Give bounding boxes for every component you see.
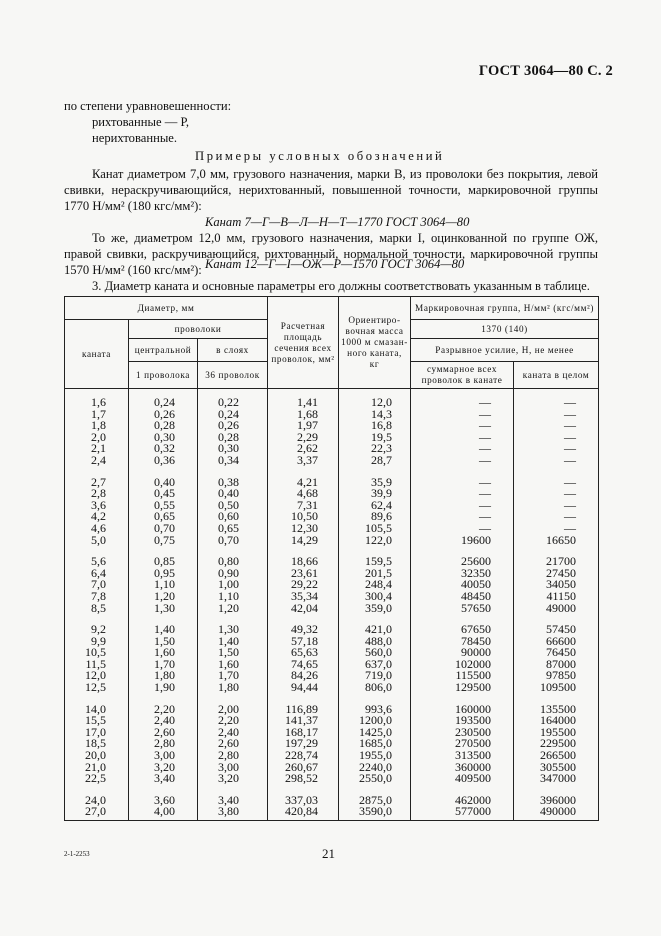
table-cell: 0,40	[198, 488, 268, 500]
table-cell: 22,3	[339, 443, 411, 455]
table-cell: 135500	[514, 694, 599, 716]
table-cell: —	[411, 488, 514, 500]
table-cell: 9,9	[65, 636, 129, 648]
table-cell: 806,0	[339, 682, 411, 694]
table-row	[65, 682, 599, 694]
table-row	[65, 659, 599, 671]
page-header: ГОСТ 3064—80 С. 2	[478, 63, 613, 79]
table-cell: —	[411, 523, 514, 535]
table-cell: 164000	[514, 715, 599, 727]
table-cell: 1,60	[129, 647, 198, 659]
table-cell: 102000	[411, 659, 514, 671]
table-cell: 337,03	[268, 785, 339, 807]
table-cell: —	[514, 467, 599, 489]
table-cell: 2550,0	[339, 773, 411, 785]
example-designation: Канат 7—Г—В—Л—Н—Т—1770 ГОСТ 3064—80	[205, 215, 470, 229]
table-cell: 57650	[411, 603, 514, 615]
table-cell: 2,62	[268, 443, 339, 455]
table-cell: 94,44	[268, 682, 339, 694]
table-cell: 48450	[411, 591, 514, 603]
table-cell: 3,37	[268, 455, 339, 467]
table-cell: 3,00	[198, 762, 268, 774]
table-cell: 0,24	[129, 389, 198, 409]
table-cell: 89,6	[339, 511, 411, 523]
table-cell: 66600	[514, 636, 599, 648]
table-cell: 2,1	[65, 443, 129, 455]
table-cell: 2,29	[268, 432, 339, 444]
table-cell: 12,30	[268, 523, 339, 535]
table-row	[65, 647, 599, 659]
table-cell: 122,0	[339, 535, 411, 547]
table-row	[65, 455, 599, 467]
header-area: Расчетная площадь сечения всех проволок, мм²	[268, 297, 339, 389]
table-cell: 0,80	[198, 546, 268, 568]
table-cell: 0,60	[198, 511, 268, 523]
table-cell: 1,80	[198, 682, 268, 694]
table-cell: 2,80	[198, 750, 268, 762]
table-row	[65, 614, 599, 636]
table-cell: 0,55	[129, 500, 198, 512]
table-cell: 266500	[514, 750, 599, 762]
example-line: свивки, нераскручивающийся, нерихтованный, повышенной точности, маркировочной группы	[64, 183, 598, 197]
example-line: 1770 Н/мм² (180 кгс/мм²):	[64, 199, 202, 213]
table-cell: 49,32	[268, 614, 339, 636]
table-cell: —	[514, 420, 599, 432]
intro-line: по степени уравновешенности:	[64, 99, 232, 113]
table-cell: 2,20	[129, 694, 198, 716]
table-cell: 57,18	[268, 636, 339, 648]
table-cell: 1,6	[65, 389, 129, 409]
example-line: Канат диаметром 7,0 мм, грузового назначения, марки В, из проволоки без покрытия, левой	[92, 167, 598, 181]
table-cell: 230500	[411, 727, 514, 739]
table-cell: 228,74	[268, 750, 339, 762]
table-cell: 35,34	[268, 591, 339, 603]
table-cell: —	[514, 443, 599, 455]
table-row	[65, 750, 599, 762]
table-cell: 462000	[411, 785, 514, 807]
table-cell: 1,60	[198, 659, 268, 671]
header-1370: 1370 (140)	[411, 320, 599, 339]
table-cell: 6,4	[65, 568, 129, 580]
table-cell: 1955,0	[339, 750, 411, 762]
header-diameter: Диаметр, мм	[65, 297, 268, 320]
table-cell: —	[514, 488, 599, 500]
table-row	[65, 603, 599, 615]
table-cell: 67650	[411, 614, 514, 636]
table-cell: 993,6	[339, 694, 411, 716]
table-cell: —	[514, 432, 599, 444]
table-cell: 3,40	[129, 773, 198, 785]
table-row	[65, 591, 599, 603]
table-cell: 0,65	[129, 511, 198, 523]
table-cell: —	[411, 467, 514, 489]
table-cell: 3,6	[65, 500, 129, 512]
table-cell: 7,8	[65, 591, 129, 603]
table-cell: 129500	[411, 682, 514, 694]
table-cell: 0,45	[129, 488, 198, 500]
table-row	[65, 546, 599, 568]
table-cell: 14,29	[268, 535, 339, 547]
table-cell: 168,17	[268, 727, 339, 739]
table-cell: 115500	[411, 670, 514, 682]
table-cell: 0,65	[198, 523, 268, 535]
examples-title: Примеры условных обозначений	[195, 149, 445, 163]
table-cell: 1,90	[129, 682, 198, 694]
table-cell: 193500	[411, 715, 514, 727]
table-cell: 116,89	[268, 694, 339, 716]
table-cell: 1,97	[268, 420, 339, 432]
table-cell: 0,50	[198, 500, 268, 512]
table-row	[65, 727, 599, 739]
table-row	[65, 694, 599, 716]
table-cell: 1425,0	[339, 727, 411, 739]
table-cell: 19,5	[339, 432, 411, 444]
table-cell: 4,2	[65, 511, 129, 523]
table-cell: 40050	[411, 579, 514, 591]
table-cell: 2,20	[198, 715, 268, 727]
table-cell: 1,70	[198, 670, 268, 682]
table-row	[65, 773, 599, 785]
header-sum: суммарное всех проволок в канате	[411, 362, 514, 389]
intro-line: нерихтованные.	[92, 131, 178, 145]
table-cell: 2,7	[65, 467, 129, 489]
header-force: Разрывное усилие, Н, не менее	[411, 339, 599, 362]
table-cell: 87000	[514, 659, 599, 671]
table-cell: 49000	[514, 603, 599, 615]
table-cell: 12,0	[65, 670, 129, 682]
table-cell: 3,20	[129, 762, 198, 774]
table-cell: 0,95	[129, 568, 198, 580]
table-cell: 62,4	[339, 500, 411, 512]
table-cell: 1,80	[129, 670, 198, 682]
table-cell: —	[514, 389, 599, 409]
table-cell: 141,37	[268, 715, 339, 727]
table-cell: 2,40	[129, 715, 198, 727]
table-cell: 12,0	[339, 389, 411, 409]
table-cell: 34050	[514, 579, 599, 591]
table-cell: 1,41	[268, 389, 339, 409]
table-cell: 577000	[411, 806, 514, 820]
table-cell: 14,3	[339, 409, 411, 421]
table-cell: 197,29	[268, 738, 339, 750]
table-cell: 3,80	[198, 806, 268, 820]
table-row	[65, 636, 599, 648]
table-cell: 7,0	[65, 579, 129, 591]
table-cell: 27,0	[65, 806, 129, 820]
table-cell: 90000	[411, 647, 514, 659]
table-cell: 10,50	[268, 511, 339, 523]
table-cell: 360000	[411, 762, 514, 774]
table-cell: 2,00	[198, 694, 268, 716]
table-cell: 22,5	[65, 773, 129, 785]
table-cell: 560,0	[339, 647, 411, 659]
table-cell: 260,67	[268, 762, 339, 774]
table-cell: 84,26	[268, 670, 339, 682]
table-row	[65, 443, 599, 455]
table-cell: —	[411, 511, 514, 523]
table-cell: 3590,0	[339, 806, 411, 820]
table-row	[65, 432, 599, 444]
table-cell: 2875,0	[339, 785, 411, 807]
table-cell: 1,10	[198, 591, 268, 603]
intro-line: рихтованные — Р,	[92, 115, 190, 129]
table-cell: 14,0	[65, 694, 129, 716]
table-cell: 248,4	[339, 579, 411, 591]
table-cell: 29,22	[268, 579, 339, 591]
table-cell: 2,8	[65, 488, 129, 500]
table-cell: 0,85	[129, 546, 198, 568]
header-central: центральной	[129, 339, 198, 362]
table-cell: 18,5	[65, 738, 129, 750]
table-cell: —	[514, 511, 599, 523]
parameters-table	[64, 296, 598, 821]
table-cell: 78450	[411, 636, 514, 648]
table-row	[65, 420, 599, 432]
table-cell: 0,70	[198, 535, 268, 547]
table-cell: 1,70	[129, 659, 198, 671]
table-cell: 1,40	[198, 636, 268, 648]
table-cell: 488,0	[339, 636, 411, 648]
table-cell: 1,30	[129, 603, 198, 615]
table-row	[65, 511, 599, 523]
table-cell: 7,31	[268, 500, 339, 512]
table-cell: —	[514, 500, 599, 512]
table-cell: 23,61	[268, 568, 339, 580]
table-cell: 16,8	[339, 420, 411, 432]
table-cell: 0,24	[198, 409, 268, 421]
table-row	[65, 762, 599, 774]
table-cell: 74,65	[268, 659, 339, 671]
table-cell: 229500	[514, 738, 599, 750]
table-cell: 42,04	[268, 603, 339, 615]
table-row	[65, 715, 599, 727]
table-cell: 0,28	[129, 420, 198, 432]
table-cell: 1,20	[198, 603, 268, 615]
paragraph-3: 3. Диаметр каната и основные параметры его должны соответствовать указанным в таблице.	[92, 279, 590, 293]
table-cell: 1,68	[268, 409, 339, 421]
print-code: 2-1-2253	[64, 850, 90, 858]
table-cell: 1,50	[129, 636, 198, 648]
table-cell: 0,38	[198, 467, 268, 489]
table-cell: 27450	[514, 568, 599, 580]
header-1prov: 1 проволока	[129, 362, 198, 389]
table-cell: 11,5	[65, 659, 129, 671]
table-cell: 270500	[411, 738, 514, 750]
table-cell: —	[411, 389, 514, 409]
table-row	[65, 409, 599, 421]
table-cell: 57450	[514, 614, 599, 636]
table-cell: 719,0	[339, 670, 411, 682]
table-row	[65, 500, 599, 512]
table-cell: —	[514, 455, 599, 467]
table-row	[65, 488, 599, 500]
table-cell: —	[411, 409, 514, 421]
table-cell: —	[411, 500, 514, 512]
table-cell: 8,5	[65, 603, 129, 615]
table-cell: 1,50	[198, 647, 268, 659]
table-cell: 4,68	[268, 488, 339, 500]
table-cell: 0,32	[129, 443, 198, 455]
table-row	[65, 389, 599, 409]
table-cell: 0,70	[129, 523, 198, 535]
table-row	[65, 535, 599, 547]
table-cell: 15,5	[65, 715, 129, 727]
table-cell: 3,60	[129, 785, 198, 807]
table-cell: 2,80	[129, 738, 198, 750]
table-cell: 1,30	[198, 614, 268, 636]
header-sloyah: в слоях	[198, 339, 268, 362]
table-cell: 305500	[514, 762, 599, 774]
table-cell: 160000	[411, 694, 514, 716]
table-row	[65, 670, 599, 682]
table-cell: 0,26	[198, 420, 268, 432]
table-row	[65, 523, 599, 535]
table-cell: 35,9	[339, 467, 411, 489]
table-cell: 5,0	[65, 535, 129, 547]
table-cell: 1,8	[65, 420, 129, 432]
table-cell: 2,4	[65, 455, 129, 467]
table-row	[65, 568, 599, 580]
table-cell: 97850	[514, 670, 599, 682]
table-cell: 2,60	[129, 727, 198, 739]
table-cell: 1685,0	[339, 738, 411, 750]
table-cell: 0,22	[198, 389, 268, 409]
table-row	[65, 785, 599, 807]
table-cell: 109500	[514, 682, 599, 694]
table-cell: 41150	[514, 591, 599, 603]
table-cell: 490000	[514, 806, 599, 820]
table-cell: 347000	[514, 773, 599, 785]
table-cell: 0,30	[198, 443, 268, 455]
table-cell: 1200,0	[339, 715, 411, 727]
example-line: То же, диаметром 12,0 мм, грузового назначения, марки I, оцинкованной по группе ОЖ,	[92, 231, 598, 245]
table-cell: 16650	[514, 535, 599, 547]
table-cell: 3,00	[129, 750, 198, 762]
table-cell: 313500	[411, 750, 514, 762]
table-cell: 1,20	[129, 591, 198, 603]
table-cell: 0,34	[198, 455, 268, 467]
table-row	[65, 579, 599, 591]
header-whole: каната в целом	[514, 362, 599, 389]
table-cell: 21700	[514, 546, 599, 568]
table-cell: 1,00	[198, 579, 268, 591]
table-cell: 2240,0	[339, 762, 411, 774]
table-cell: 2,40	[198, 727, 268, 739]
table-cell: 421,0	[339, 614, 411, 636]
table-cell: 105,5	[339, 523, 411, 535]
table-cell: 1,40	[129, 614, 198, 636]
table-cell: 298,52	[268, 773, 339, 785]
table-cell: 0,30	[129, 432, 198, 444]
table-cell: 12,5	[65, 682, 129, 694]
table-cell: 18,66	[268, 546, 339, 568]
table-cell: 21,0	[65, 762, 129, 774]
header-36prov: 36 проволок	[198, 362, 268, 389]
table-cell: 2,0	[65, 432, 129, 444]
table-cell: —	[411, 443, 514, 455]
table-cell: 0,28	[198, 432, 268, 444]
table-cell: —	[411, 455, 514, 467]
table-cell: 0,26	[129, 409, 198, 421]
header-group: Маркировочная группа, Н/мм² (кгс/мм²)	[411, 297, 599, 320]
table-cell: —	[411, 420, 514, 432]
table-cell: 3,40	[198, 785, 268, 807]
table-row	[65, 738, 599, 750]
page-number: 21	[322, 846, 335, 861]
table-cell: 4,00	[129, 806, 198, 820]
table-cell: 1,7	[65, 409, 129, 421]
example-line: 1570 Н/мм² (160 кгс/мм²):	[64, 263, 202, 277]
table-cell: 0,36	[129, 455, 198, 467]
table-cell: 0,75	[129, 535, 198, 547]
table-cell: 0,40	[129, 467, 198, 489]
table-cell: 359,0	[339, 603, 411, 615]
table-cell: —	[411, 432, 514, 444]
table-row	[65, 806, 599, 820]
example-line: правой свивки, раскручивающийся, рихтованный, нормальной точности, маркировочной группы	[64, 247, 598, 261]
table-cell: 20,0	[65, 750, 129, 762]
table-cell: 28,7	[339, 455, 411, 467]
table-cell: —	[514, 523, 599, 535]
table-cell: 25600	[411, 546, 514, 568]
table-cell: 4,21	[268, 467, 339, 489]
table-cell: 409500	[411, 773, 514, 785]
table-cell: 5,6	[65, 546, 129, 568]
table-cell: 195500	[514, 727, 599, 739]
table-cell: 1,10	[129, 579, 198, 591]
header-mass: Ориентиро-вочная масса 1000 м смазан-ного каната, кг	[339, 297, 411, 389]
table-cell: 65,63	[268, 647, 339, 659]
table-cell: 2,60	[198, 738, 268, 750]
table-cell: 159,5	[339, 546, 411, 568]
table-row	[65, 467, 599, 489]
table-cell: 0,90	[198, 568, 268, 580]
table-cell: —	[514, 409, 599, 421]
header-kanata: каната	[65, 320, 129, 389]
table-cell: 201,5	[339, 568, 411, 580]
table-cell: 4,6	[65, 523, 129, 535]
table-cell: 300,4	[339, 591, 411, 603]
table-cell: 17,0	[65, 727, 129, 739]
table-cell: 19600	[411, 535, 514, 547]
table-cell: 10,5	[65, 647, 129, 659]
table-cell: 76450	[514, 647, 599, 659]
table-cell: 9,2	[65, 614, 129, 636]
header-provoloki: проволоки	[129, 320, 268, 339]
example-designation: Канат 12—Г—I—ОЖ—Р—1570 ГОСТ 3064—80	[205, 257, 465, 271]
table-cell: 420,84	[268, 806, 339, 820]
table-cell: 396000	[514, 785, 599, 807]
table-cell: 32350	[411, 568, 514, 580]
table-cell: 39,9	[339, 488, 411, 500]
table-cell: 24,0	[65, 785, 129, 807]
table-cell: 3,20	[198, 773, 268, 785]
table-cell: 637,0	[339, 659, 411, 671]
